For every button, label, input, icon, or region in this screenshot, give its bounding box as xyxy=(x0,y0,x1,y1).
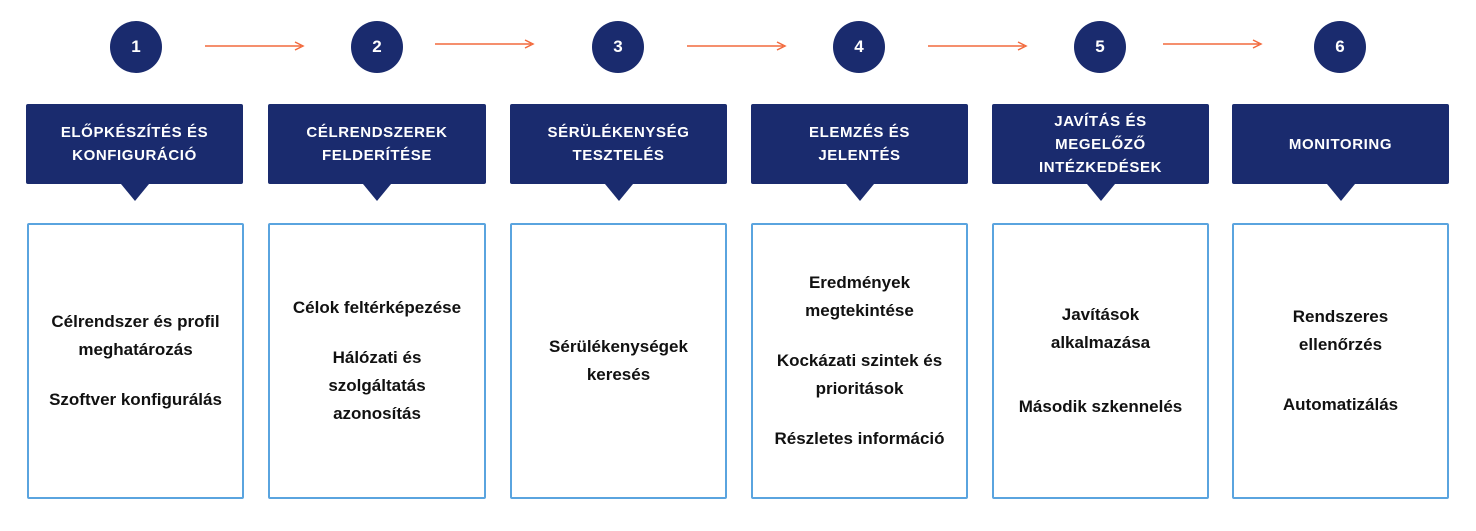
step-number-4: 4 xyxy=(833,21,885,73)
arrow-right-icon xyxy=(928,40,1030,52)
step-item: Szoftver konfigurálás xyxy=(49,390,222,409)
step-item: Kockázati szintek és prioritások xyxy=(776,351,943,398)
step-title: JAVÍTÁS ÉS MEGELŐZŐ INTÉZKEDÉSEK xyxy=(1038,112,1163,176)
step-number-1: 1 xyxy=(110,21,162,73)
step-number-3: 3 xyxy=(592,21,644,73)
step-title: MONITORING xyxy=(1288,135,1393,153)
step-title: ELŐPKÉSZÍTÉS ÉS KONFIGURÁCIÓ xyxy=(60,124,209,164)
step-card-5 xyxy=(992,223,1209,499)
step-card-3 xyxy=(510,223,727,499)
arrow-right-icon xyxy=(205,40,307,52)
step-card-6 xyxy=(1232,223,1449,499)
step-item: Célrendszer és profil meghatározás xyxy=(51,312,220,359)
step-header-5 xyxy=(992,104,1209,184)
step-item: Célok feltérképezése xyxy=(292,298,462,317)
step-item: Második szkennelés xyxy=(1018,397,1183,416)
step-item: Hálózati és szolgáltatás azonosítás xyxy=(328,348,426,423)
step-item: Részletes információ xyxy=(774,429,945,448)
step-header-3 xyxy=(510,104,727,184)
step-title: SÉRÜLÉKENYSÉG TESZTELÉS xyxy=(547,124,690,164)
step-title: CÉLRENDSZEREK FELDERÍTÉSE xyxy=(306,124,448,164)
step-number-5: 5 xyxy=(1074,21,1126,73)
arrow-right-icon xyxy=(687,40,789,52)
step-number-2: 2 xyxy=(351,21,403,73)
step-number-6: 6 xyxy=(1314,21,1366,73)
step-card-2 xyxy=(268,223,486,499)
step-item: Sérülékenységek keresés xyxy=(549,337,688,384)
step-card-1 xyxy=(27,223,244,499)
arrow-right-icon xyxy=(435,38,537,50)
step-header-6 xyxy=(1232,104,1449,184)
step-title: ELEMZÉS ÉS JELENTÉS xyxy=(808,124,911,164)
step-item: Eredmények megtekintése xyxy=(805,273,914,320)
step-item: Automatizálás xyxy=(1282,395,1399,414)
arrow-right-icon xyxy=(1163,38,1265,50)
step-item: Javítások alkalmazása xyxy=(1050,305,1151,352)
step-item: Rendszeres ellenőrzés xyxy=(1292,307,1389,354)
step-header-4 xyxy=(751,104,968,184)
step-card-4 xyxy=(751,223,968,499)
step-header-2 xyxy=(268,104,486,184)
step-header-1 xyxy=(26,104,243,184)
